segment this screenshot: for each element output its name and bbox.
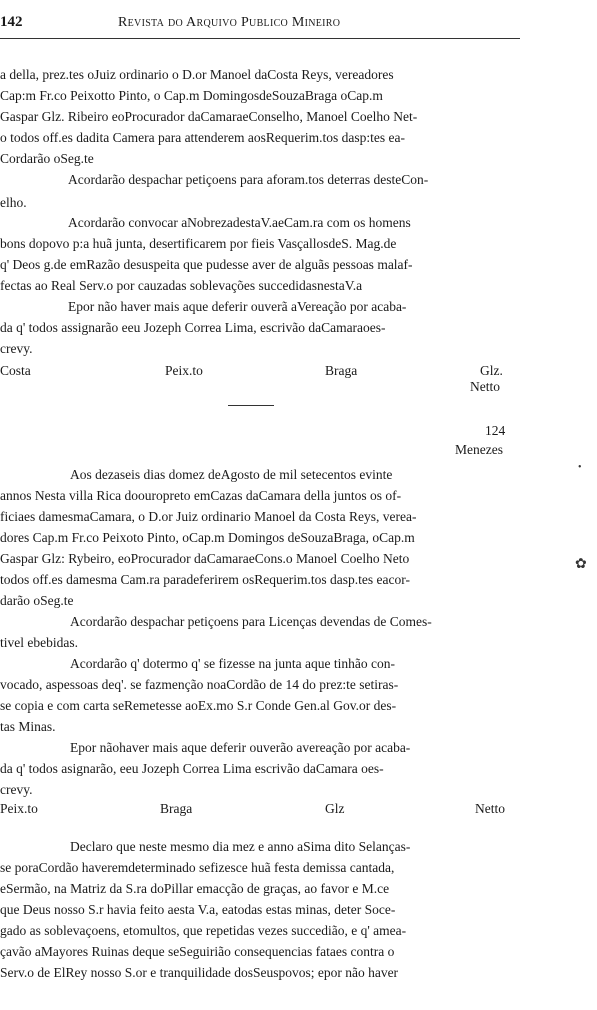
- text-line: se poraCordão haveremdeterminado sefizesce huã festa demissa cantada,: [0, 860, 395, 875]
- text-line: Aos dezaseis dias domez deAgosto de mil setecentos evinte: [70, 467, 393, 482]
- text-line: Acordarão despachar petiçoens para Licenças devendas de Comes-: [70, 614, 432, 629]
- text-line: o todos off.es dadita Camera para attenderem aosRequerim.tos dasp:tes ea-: [0, 130, 405, 145]
- signature: Glz: [325, 801, 345, 816]
- text-line: Serv.o de ElRey nosso S.or e tranquilidade dosSeuspovos; epor não haver: [0, 965, 399, 980]
- text-line: dores Cap.m Fr.co Peixoto Pinto, oCap.m Domingos deSouzaBraga, oCap.m: [0, 530, 415, 545]
- text-line: q' Deos g.de emRazão desuspeita que pudesse aver de alguãs pessoas malaf-: [0, 257, 413, 272]
- text-line: Epor nãohaver mais aque deferir ouverão avereação por acaba-: [70, 740, 411, 755]
- text-line: Gaspar Glz: Rybeiro, eoProcurador daCamaraeCons.o Manoel Coelho Neto: [0, 551, 410, 566]
- text-line: vocado, aspessoas deq'. se fazmenção noaCordão de 14 do prez:te setiras-: [0, 677, 399, 692]
- text-line: fectas ao Real Serv.o por cauzadas soblevações succedidasnestaV.a: [0, 278, 363, 293]
- signature: Peix.to: [0, 801, 38, 816]
- signature: Netto: [475, 801, 505, 816]
- text-line: bons dopovo p:a huã junta, desertificarem por fieis VasçallosdeS. Mag.de: [0, 236, 397, 251]
- entry-number: 124: [485, 423, 506, 438]
- scan-speck-mark: •: [578, 462, 582, 473]
- text-line: crevy.: [0, 341, 33, 356]
- text-line: todos off.es damesma Cam.ra paradeferirem osRequerim.tos dasp.tes eacor-: [0, 572, 410, 587]
- header-rule: [0, 38, 520, 39]
- text-line: Acordarão q' dotermo q' se fizesse na junta aque tinhão con-: [70, 656, 395, 671]
- text-line: crevy.: [0, 782, 33, 797]
- text-line: annos Nesta villa Rica doouropreto emCazas daCamara della juntos os of-: [0, 488, 402, 503]
- text-line: Acordarão convocar aNobrezadestaV.aeCam.ra com os homens: [68, 215, 411, 230]
- text-line: darão oSeg.te: [0, 593, 74, 608]
- signature: Braga: [325, 363, 358, 378]
- text-line: ficiaes damesmaCamara, o D.or Juiz ordinario Manoel da Costa Reys, verea-: [0, 509, 417, 524]
- entry-author: Menezes: [455, 442, 503, 457]
- text-line: tas Minas.: [0, 719, 56, 734]
- scan-speck-mark: ✿: [575, 557, 587, 572]
- text-line: Epor não haver mais aque deferir ouverã aVereação por acaba-: [68, 299, 407, 314]
- text-line: Cordarão oSeg.te: [0, 151, 94, 166]
- page-header: [0, 14, 520, 36]
- text-line: gado as soblevaçoens, etomultos, que repetidas vezes succedião, e q' amea-: [0, 923, 407, 938]
- text-line: Acordarão despachar petiçoens para aforam.tos deterras desteCon-: [68, 172, 429, 187]
- text-line: da q' todos assignarão eeu Jozeph Correa Lima, escrivão daCamaraoes-: [0, 320, 386, 335]
- text-line: Declaro que neste mesmo dia mez e anno aSima dito Selanças-: [70, 839, 411, 854]
- text-line: da q' todos asignarão, eeu Jozeph Correa Lima escrivão daCamara oes-: [0, 761, 384, 776]
- text-line: a della, prez.tes oJuiz ordinario o D.or Manoel daCosta Reys, vereadores: [0, 67, 394, 82]
- section-divider: [228, 405, 274, 406]
- running-title: Revista do Arquivo Publico Mineiro: [118, 15, 341, 30]
- text-line: eSermão, na Matriz da S.ra doPillar emacção de graças, ao favor e M.ce: [0, 881, 390, 896]
- page-number: 142: [0, 14, 23, 30]
- text-line: tivel ebebidas.: [0, 635, 78, 650]
- text-line: se copia e com carta seRemetesse aoEx.mo S.r Conde Gen.al Gov.or des-: [0, 698, 397, 713]
- signature: Glz.: [480, 363, 503, 378]
- text-line: Gaspar Glz. Ribeiro eoProcurador daCamaraeConselho, Manoel Coelho Net-: [0, 109, 418, 124]
- signature: Peix.to: [165, 363, 203, 378]
- text-line: çavão aMayores Ruinas deque seSeguirião consequencias fataes contra o: [0, 944, 395, 959]
- signature: Braga: [160, 801, 193, 816]
- signature: Netto: [470, 379, 500, 394]
- text-line: Cap:m Fr.co Peixotto Pinto, o Cap.m DomingosdeSouzaBraga oCap.m: [0, 88, 383, 103]
- text-line: elho.: [0, 195, 27, 210]
- signature: Costa: [0, 363, 31, 378]
- text-line: que Deus nosso S.r havia feito aesta V.a, eatodas estas minas, deter Soce-: [0, 902, 396, 917]
